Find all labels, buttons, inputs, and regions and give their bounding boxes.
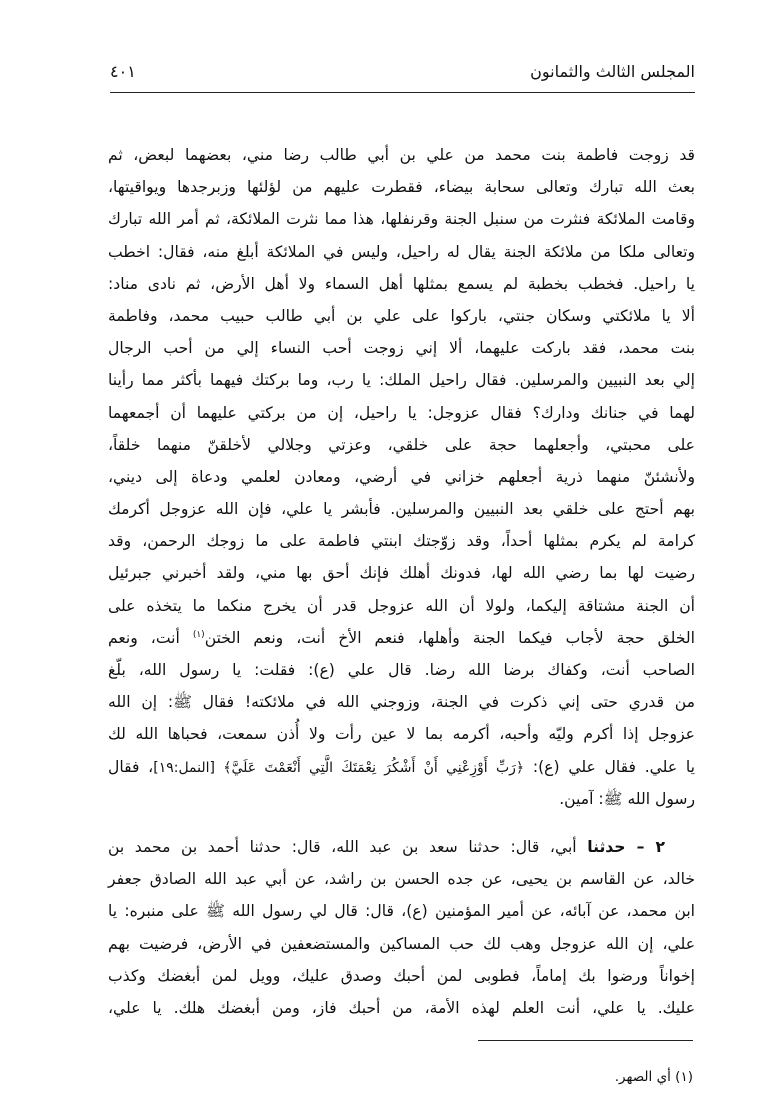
text-line: رضيت لها بما رضي الله لها، فدونك أهلك فإنك أحق بها مني، ولقد أخبرني جبرئيل bbox=[108, 564, 695, 583]
text-line: من قدري حتى إني ذكرت في الجنة، وزوجني الله في ملائكته! فقال ﷺ: إن الله bbox=[108, 693, 695, 712]
text-line: كرامة لم يكرم بمثلها أحداً، وقد زوّجتك ابنتي فاطمة على ما زوجك الرحمن، وقد bbox=[108, 532, 695, 551]
text-line: أن الجنة مشتاقة إليكما، ولولا أن الله عزوجل قدر أن يخرج منكما ما يتخذه على bbox=[108, 596, 695, 615]
text-line: بنت محمد، فقد باركت عليهما، ألا إني زوجت أحب النساء إلي من أحب الرجال bbox=[108, 339, 695, 358]
footnote: (١) أي الصهر. bbox=[614, 1069, 693, 1085]
running-header bbox=[110, 60, 695, 90]
text-line: الصاحب أنت، وكفاك برضا الله رضا. قال علي (ع): فقلت: يا رسول الله، بلّغ bbox=[108, 661, 695, 679]
text-line: ألا يا ملائكتي وسكان جنتي، باركوا على علي بن أبي طالب حبيب محمد، وفاطمة bbox=[108, 306, 695, 325]
text-line: بعث الله تبارك وتعالى سحابة بيضاء، فقطرت عليهم من لؤلئها وزبرجدها ويواقيتها، bbox=[108, 178, 695, 197]
footnote-ref[interactable]: (١) bbox=[192, 629, 205, 640]
text-line: عليك. يا علي، أنت العلم لهذه الأمة، من أحبك فاز، ومن أبغضك هلك. يا علي، bbox=[108, 998, 695, 1017]
text-line: رسول الله ﷺ: آمين. bbox=[559, 789, 695, 808]
text-line: إخواناً ورضوا بك إماماً، فطوبى لمن أحبك وصدق عليك، وويل لمن أبغضك وكذب bbox=[108, 966, 695, 985]
text-line: يا علي. فقال علي (ع): ﴿رَبِّ أَوْزِعْنِي أَنْ أَشْكُرَ نِعْمَتَكَ الَّتِي أَنْعَمْتَ عَلَيَّ﴾ [النمل:١٩]، فقال bbox=[108, 757, 695, 776]
text-line: عزوجل إذا أكرم وليّه وأحبه، أكرمه بما لا عين رأت ولا أُذن سمعت، فحباها الله لك bbox=[108, 725, 695, 744]
paragraph-1 bbox=[108, 139, 695, 815]
text-line: بهم أحتج على خلقي بعد النبيين والمرسلين. فأبشر يا علي، فإن الله عزوجل أكرمك bbox=[108, 500, 695, 519]
text-line: وتعالى ملكا من ملائكة الجنة يقال له راحيل، وليس في الملائكة أبلغ منه، فقال: اخطب bbox=[108, 242, 695, 261]
hadith-number: ٢ – حدثنا bbox=[587, 837, 665, 856]
text-line: وقامت الملائكة فنثرت من سنبل الجنة وقرنفلها، هذا مما نثرت الملائكة، ثم أمر الله تبارك bbox=[108, 210, 695, 229]
text-line: قد زوجت فاطمة بنت محمد من علي بن أبي طالب رضا مني، بعضهما لبعض، ثم bbox=[108, 146, 695, 164]
header-rule bbox=[110, 92, 695, 93]
text-line: الخلق حجة لأجاب فيكما الجنة وأهلها، فنعم الأخ أنت، ونعم الختن$^{(١)}$ أنت، ونعم bbox=[108, 628, 695, 647]
text-line: ولأنشئنّ منهما ذرية أجعلهم خزاني في أرضي، ومعادن لعلمي ودعاة إلى ديني، bbox=[108, 467, 695, 486]
text-line: ٢ – حدثنا أبي، قال: حدثنا سعد بن عبد الله، قال: حدثنا أحمد بن محمد بن bbox=[108, 837, 665, 856]
text-line: إلي بعد النبيين والمرسلين. فقال راحيل الملك: يا رب، وما بركتك فيهما بأكثر مما رأينا bbox=[108, 371, 695, 390]
chapter-title: المجلس الثالث والثمانون bbox=[530, 62, 695, 81]
page-number: ٤٠١ bbox=[110, 62, 136, 81]
footnote-rule bbox=[478, 1040, 693, 1041]
verse-reference: [النمل:١٩] bbox=[153, 759, 224, 776]
text-line: على محبتي، وأجعلهما حجة على خلقي، وعزتي وجلالي لأخلقنّ منهما خلقاً، bbox=[108, 435, 695, 454]
text-line: علي، إن الله عزوجل وهب لك حب المساكين والمستضعفين في الأرض، فرضيت بهم bbox=[108, 934, 695, 953]
paragraph-2 bbox=[108, 831, 695, 1024]
page-body bbox=[108, 139, 695, 1024]
text-line: لهما في جنانك ودارك؟ فقال عزوجل: يا راحيل، إن من بركتي عليهما أن أجمعهما bbox=[108, 403, 695, 422]
text-line: ابن محمد، عن آبائه، عن أمير المؤمنين (ع)، قال: قال لي رسول الله ﷺ على منبره: يا bbox=[108, 902, 695, 921]
text-line: خالد، عن القاسم بن يحيى، عن جده الحسن بن راشد، عن أبي عبد الله الصادق جعفر bbox=[108, 870, 695, 889]
text-line: يا راحيل. فخطب بخطبة لم يسمع بمثلها أهل السماء ولا أهل الأرض، ثم نادى مناد: bbox=[108, 274, 695, 293]
quran-verse: ﴿رَبِّ أَوْزِعْنِي أَنْ أَشْكُرَ نِعْمَتَكَ الَّتِي أَنْعَمْتَ عَلَيَّ﴾ bbox=[223, 759, 525, 776]
